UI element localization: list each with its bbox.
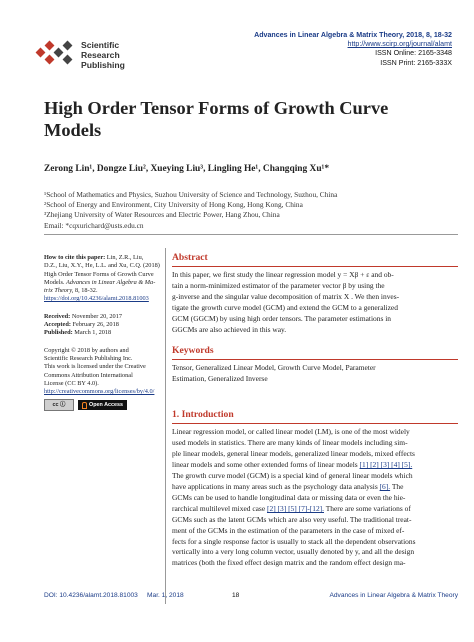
journal-url-link[interactable]: http://www.scirp.org/journal/alamt	[347, 40, 452, 49]
issn-online: ISSN Online: 2165-3348	[375, 49, 452, 58]
introduction-heading: 1. Introduction	[172, 409, 234, 420]
issn-print: ISSN Print: 2165-333X	[380, 58, 452, 67]
open-lock-icon	[82, 402, 87, 409]
open-access-badge: Open Access	[78, 400, 127, 410]
citation-link[interactable]: [1] [2] [3] [4] [5].	[359, 459, 413, 469]
cc-license-icon[interactable]: cc ⓘ	[44, 399, 74, 411]
footer-journal: Advances in Linear Algebra & Matrix Theory	[329, 592, 458, 599]
affiliation-1: ¹School of Mathematics and Physics, Suzhou University of Science and Technology, Suzhou, China	[44, 190, 338, 199]
publisher-name: Scientific Research Publishing	[81, 40, 125, 70]
abstract-heading: Abstract	[172, 252, 208, 263]
affiliation-2: ²School of Energy and Environment, City University of Hong Kong, Hong Kong, China	[44, 200, 303, 210]
article-dates: Received: November 20, 2017 Accepted: February 26, 2018 Published: March 1, 2018	[44, 312, 123, 337]
journal-header	[192, 31, 452, 68]
how-to-cite: How to cite this paper: Lin, Z.R., Liu, D.Z., Liu, X.Y., He, L.L. and Xu, C.Q. (2018) High Order Tensor Forms of Growth Curve Models. Advances in Linear Algebra & Ma- trix Theory, 8, 18-32. https://doi.org/10.4236/alamt.2018.81003	[44, 254, 162, 304]
corresponding-email: Email: *cqxurichard@usts.edu.cn	[44, 221, 144, 230]
author-list: Zerong Lin¹, Dongze Liu², Xueying Liu³, Lingling He¹, Changqing Xu¹*	[44, 164, 330, 174]
introduction-text: Linear regression model, or called linear model (LM), is one of the most widely used models in statistics. There are many kinds of linear models including sim- ple linear models, general linear models, generalized linear models, mixed effects linear models and some other extended forms of linear models [1] [2] [3] [4] [5]. The growth curve model (GCM) is a special kind of general linear models which have applications in many areas such as the psychology data analysis [6]. The GCMs can be used to handle longitudinal data or missing data or even the hie- rarchical multilevel mixed case [2] [3] [5] [7]-[12]. There are some variations of GCMs such as the latent GCMs which are also very useful. The traditional treat- ment of the GCMs in the estimation of the parameters in the case of mixed ef- fects for a single response factor is usually to stack all the dependent observations vertically into a very long column vector, usually denoted by y, and all the design matrices (both the fixed effect design matrix and the random effect design ma-	[172, 427, 416, 568]
footer-doi[interactable]: DOI: 10.4236/alamt.2018.81003	[44, 592, 138, 599]
abstract-heading-rule	[172, 266, 458, 267]
citation-link[interactable]: [6].	[379, 481, 391, 491]
abstract-section	[172, 252, 458, 336]
citation-link[interactable]: [2] [3] [5] [7]-[12].	[267, 503, 324, 513]
keywords-heading: Keywords	[172, 345, 214, 356]
license-link[interactable]: http://creativecommons.org/licenses/by/4.0/	[44, 388, 155, 396]
doi-link[interactable]: https://doi.org/10.4236/alamt.2018.81003	[44, 295, 149, 303]
introduction-section	[172, 409, 458, 569]
keywords-section	[172, 345, 458, 385]
journal-citation: Advances in Linear Algebra & Matrix Theory, 2018, 8, 18-32	[254, 31, 452, 39]
page-footer	[44, 592, 458, 599]
keywords-text: Tensor, Generalized Linear Model, Growth Curve Model, Parameter Estimation, Generalized Inverse	[172, 363, 376, 383]
paper-title: High Order Tensor Forms of Growth Curve Models	[44, 98, 389, 140]
header-divider	[44, 234, 458, 235]
scirp-logo-icon	[35, 39, 77, 69]
affiliations	[44, 190, 464, 220]
footer-date: Mar. 1, 2018	[147, 592, 184, 599]
page-number: 18	[232, 592, 240, 599]
affiliation-3: ³Zhejiang University of Water Resources and Electric Power, Hang Zhou, China	[44, 210, 280, 220]
copyright-notice: Copyright © 2018 by authors and Scientific Research Publishing Inc. This work is licensed under the Creative Commons Attribution International License (CC BY 4.0). http://creativecommons.org/licenses/by/4.0/ cc ⓘ Open Access	[44, 347, 162, 412]
column-divider	[165, 248, 166, 604]
keywords-heading-rule	[172, 359, 458, 360]
article-info-column	[44, 254, 162, 420]
introduction-heading-rule	[172, 423, 458, 424]
abstract-text: In this paper, we first study the linear regression model y = Xβ + ε and ob- tain a norm-minimized estimator of the parameter vector β by using the g-inverse and the singular value decomposition of matrix X . We then inves- tigate the growth curve model (GCM) and extend the GCM to a generalized GCM (GGCM) by using high order tensors. The parameter estimations in GGCMs are also achieved in this way.	[172, 270, 400, 334]
